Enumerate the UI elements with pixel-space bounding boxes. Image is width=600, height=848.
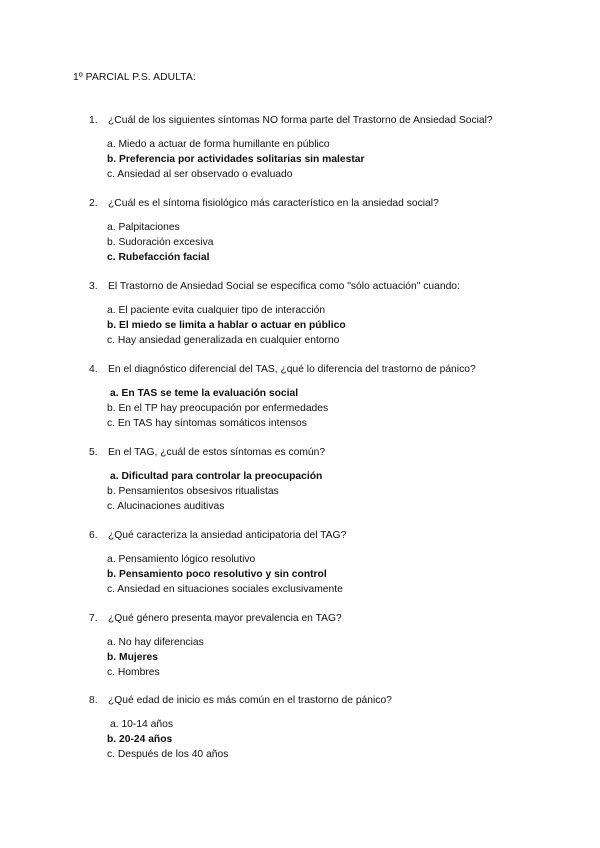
options-list: [107, 220, 439, 265]
question-6: [89, 529, 346, 597]
document-title: 1º PARCIAL P.S. ADULTA:: [73, 72, 196, 83]
options-list: [107, 303, 460, 348]
option-c: c. Ansiedad en situaciones sociales exclusivamente: [107, 584, 343, 595]
option-c: c. Ansiedad al ser observado o evaluado: [107, 169, 293, 180]
options-list: [107, 386, 476, 431]
question-3: [89, 280, 460, 348]
question-4: [89, 363, 476, 431]
question-text: En el TAG, ¿cuál de estos síntomas es común?: [108, 447, 326, 458]
question-text: En el diagnóstico diferencial del TAS, ¿qué lo diferencia del trastorno de pánico?: [108, 364, 476, 375]
question-5: [89, 446, 325, 514]
question-text: ¿Cuál de los siguientes síntomas NO forma parte del Trastorno de Ansiedad Social?: [108, 115, 493, 126]
question-number: 8.: [89, 695, 98, 706]
option-b-correct: b. Mujeres: [107, 652, 158, 663]
option-b-correct: b. El miedo se limita a hablar o actuar en público: [107, 320, 346, 331]
question-number: 6.: [89, 530, 98, 541]
option-a: a. El paciente evita cualquier tipo de interacción: [107, 305, 326, 316]
option-a-correct: a. Dificultad para controlar la preocupación: [110, 471, 323, 482]
option-a: a. Miedo a actuar de forma humillante en público: [107, 139, 330, 150]
option-b: b. Pensamientos obsesivos ritualistas: [107, 486, 279, 497]
question-1: [89, 114, 493, 182]
options-list: [107, 635, 342, 680]
question-8: [89, 694, 392, 762]
question-text: El Trastorno de Ansiedad Social se especifica como "sólo actuación" cuando:: [108, 281, 460, 292]
option-b-correct: b. Preferencia por actividades solitarias sin malestar: [107, 154, 365, 165]
question-number: 1.: [89, 115, 98, 126]
option-c: c. Hombres: [107, 667, 160, 678]
option-b-correct: b. 20-24 años: [107, 734, 173, 745]
option-c: c. Alucinaciones auditivas: [107, 501, 225, 512]
option-a: a. Pensamiento lógico resolutivo: [107, 554, 256, 565]
question-text: ¿Qué edad de inicio es más común en el trastorno de pánico?: [108, 695, 392, 706]
option-a: a. Palpitaciones: [107, 222, 180, 233]
option-c-correct: c. Rubefacción facial: [107, 252, 210, 263]
options-list: [107, 469, 325, 514]
option-a-correct: a. En TAS se teme la evaluación social: [110, 388, 299, 399]
question-number: 3.: [89, 281, 98, 292]
options-list: [107, 137, 493, 182]
option-b-correct: b. Pensamiento poco resolutivo y sin control: [107, 569, 327, 580]
option-b: b. Sudoración excesiva: [107, 237, 214, 248]
option-b: b. En el TP hay preocupación por enfermedades: [107, 403, 329, 414]
options-list: [107, 552, 346, 597]
option-c: c. En TAS hay síntomas somáticos intensos: [107, 418, 307, 429]
question-2: [89, 197, 439, 265]
question-text: ¿Qué caracteriza la ansiedad anticipatoria del TAG?: [108, 530, 347, 541]
option-a: a. No hay diferencias: [107, 637, 204, 648]
question-number: 7.: [89, 613, 98, 624]
question-number: 5.: [89, 447, 98, 458]
question-number: 2.: [89, 198, 98, 209]
question-text: ¿Qué género presenta mayor prevalencia en TAG?: [108, 613, 342, 624]
question-text: ¿Cuál es el síntoma fisiológico más característico en la ansiedad social?: [108, 198, 439, 209]
option-a: a. 10-14 años: [110, 719, 173, 730]
options-list: [107, 717, 392, 762]
question-7: [89, 612, 342, 680]
question-number: 4.: [89, 364, 98, 375]
option-c: c. Hay ansiedad generalizada en cualquier entorno: [107, 335, 340, 346]
option-c: c. Después de los 40 años: [107, 749, 229, 760]
